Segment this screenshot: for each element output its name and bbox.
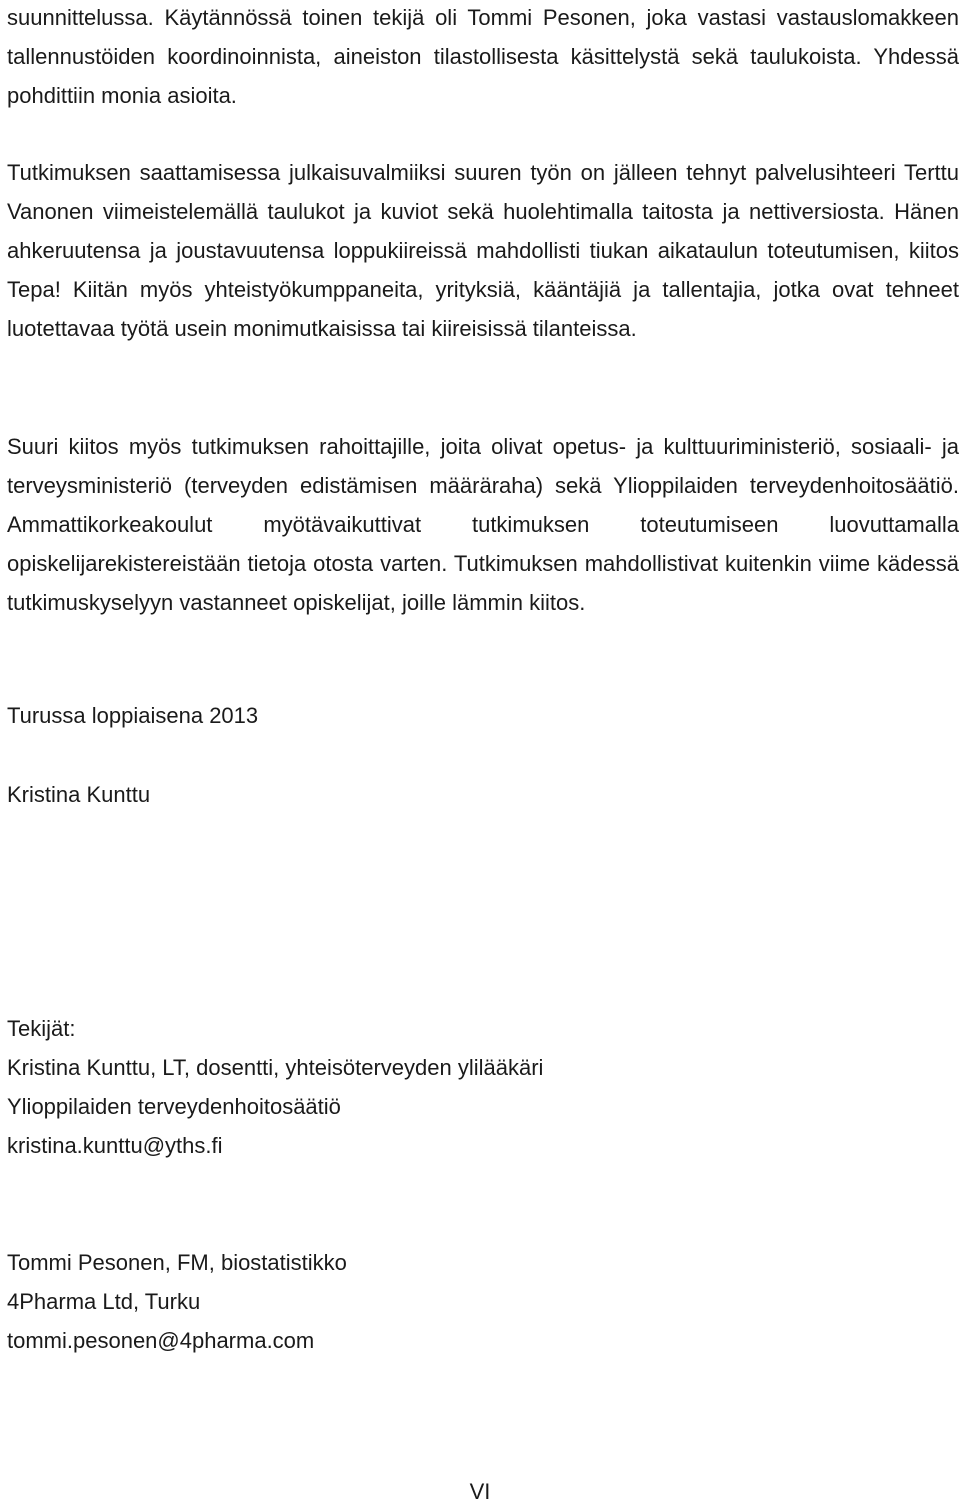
authors-label: Tekijät: bbox=[7, 1016, 76, 1041]
signer-name: Kristina Kunttu bbox=[7, 782, 151, 807]
author-2-email: tommi.pesonen@4pharma.com bbox=[7, 1328, 315, 1353]
body-paragraph-3: Suuri kiitos myös tutkimuksen rahoittajille, joita olivat opetus- ja kulttuuriministeriö, sosiaali- ja terveysministeriö (terveyden edistämisen määräraha) sekä Ylioppilaiden terveydenhoitosäätiö. Ammattikorkeakoulut myötävaikuttivat tutkimuksen toteutumiseen luovuttamalla opiskelijarekistereistään tietoja otosta varten. Tutkimuksen mahdollistivat kuitenkin viime kädessä tutkimuskyselyyn vastanneet opiskelijat, joille lämmin kiitos. bbox=[7, 434, 959, 615]
author-1-organization: Ylioppilaiden terveydenhoitosäätiö bbox=[7, 1094, 341, 1119]
body-paragraph-1: suunnittelussa. Käytännössä toinen tekijä oli Tommi Pesonen, joka vastasi vastauslomakkeen tallennustöiden koordinoinnista, aineiston tilastollisesta käsittelystä sekä taulukoista. Yhdessä pohdittiin monia asioita. bbox=[7, 5, 959, 108]
page-number: VI bbox=[469, 1479, 491, 1504]
author-2-name-title: Tommi Pesonen, FM, biostatistikko bbox=[7, 1250, 347, 1275]
author-1-email: kristina.kunttu@yths.fi bbox=[7, 1133, 223, 1158]
body-paragraph-2: Tutkimuksen saattamisessa julkaisuvalmiiksi suuren työn on jälleen tehnyt palvelusihteeri Terttu Vanonen viimeistelemällä taulukot ja kuviot sekä huolehtimalla taitosta ja nettiversiosta. Hänen ahkeruutensa ja joustavuutensa loppukiireissä mahdollisti tiukan aikataulun toteutumisen, kiitos Tepa! Kiitän myös yhteistyökumppaneita, yrityksiä, kääntäjiä ja tallentajia, jotka ovat tehneet luotettavaa työtä usein monimutkaisissa tai kiireisissä tilanteissa. bbox=[7, 160, 959, 341]
author-1-name-title: Kristina Kunttu, LT, dosentti, yhteisöterveyden ylilääkäri bbox=[7, 1055, 544, 1080]
author-2-organization: 4Pharma Ltd, Turku bbox=[7, 1289, 201, 1314]
place-and-date: Turussa loppiaisena 2013 bbox=[7, 703, 259, 728]
